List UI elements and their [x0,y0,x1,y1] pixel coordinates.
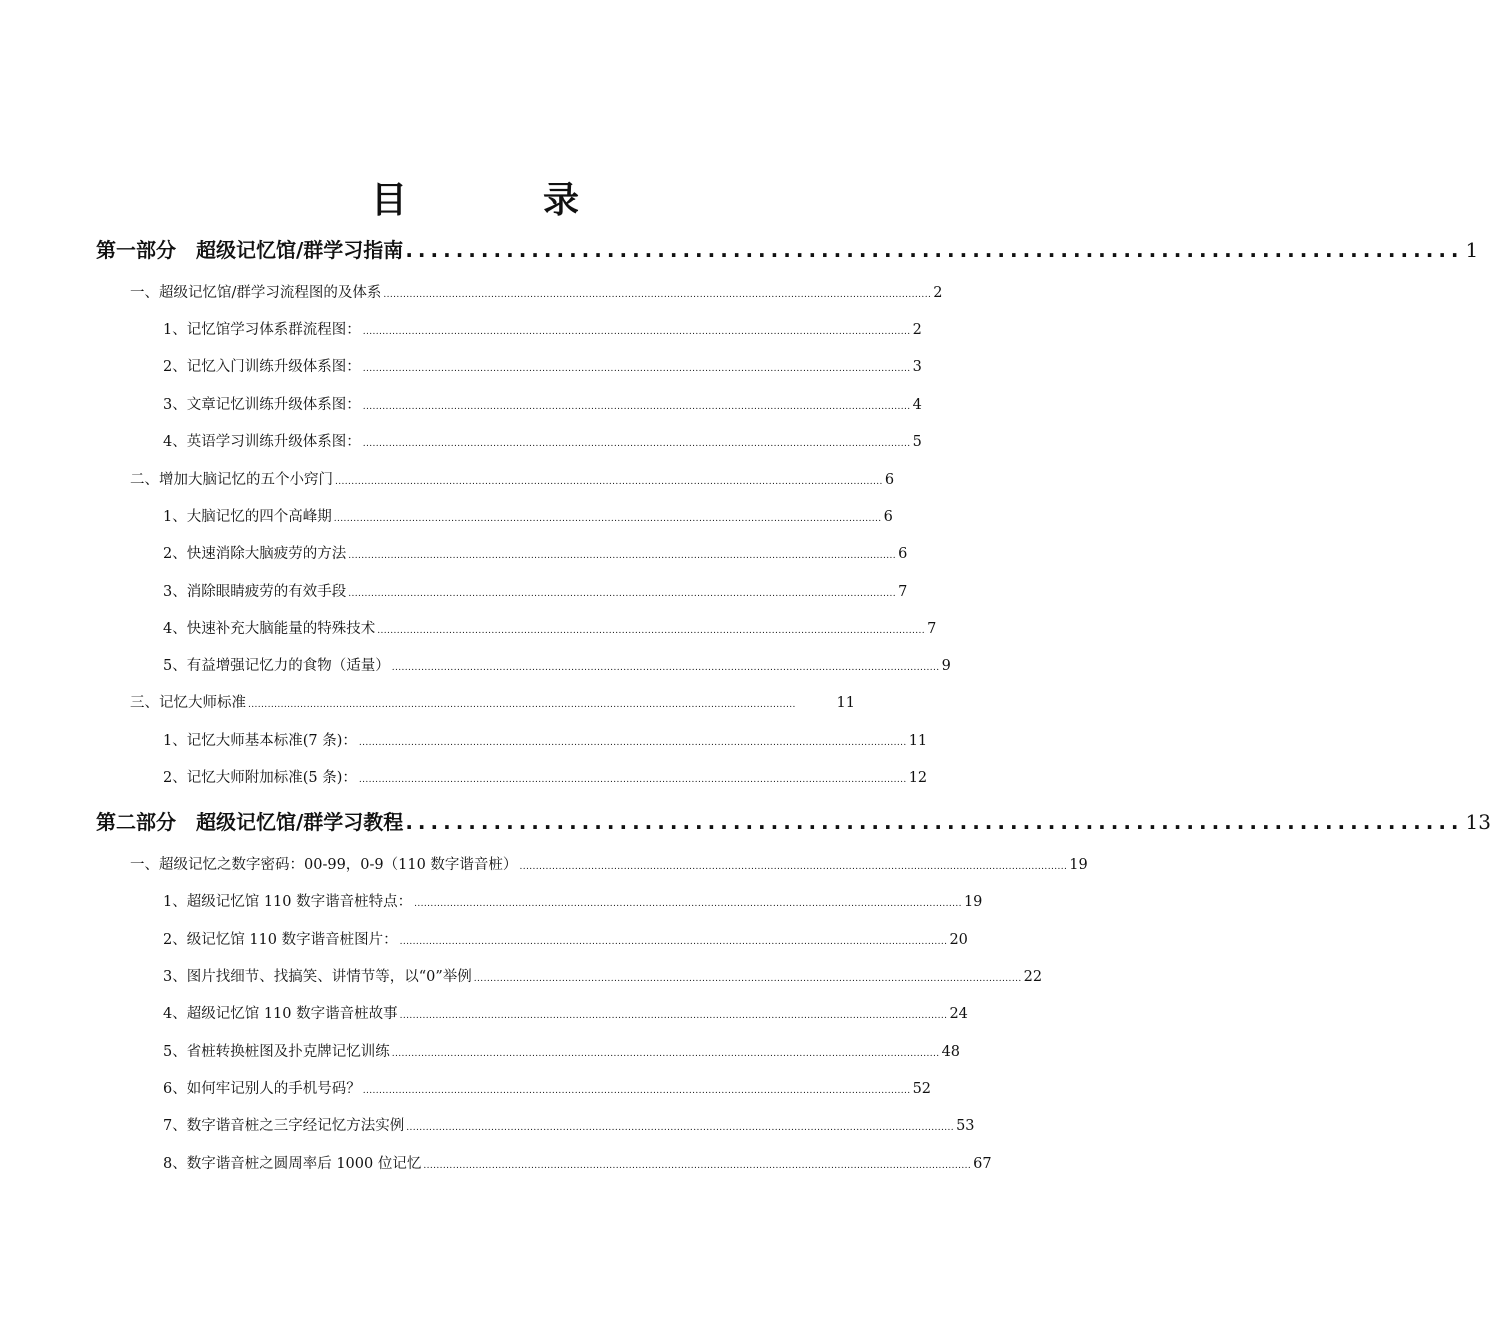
toc-page-number: 6 [883,509,893,525]
toc-subsection[interactable] [163,891,983,913]
dot-leader: ........................................................................................................................................................................ [362,327,911,337]
toc-entry-label: 二、增加大脑记忆的五个小窍门 [130,472,333,488]
toc-subsection[interactable] [163,543,908,565]
toc-entry-label: 7、数字谐音桩之三字经记忆方法实例 [163,1118,405,1134]
toc-subsection[interactable] [163,356,922,378]
dot-leader: ........................................................................................................................................................................ [362,439,911,449]
toc-entry-label: 一、超级记忆之数字密码：00-99，0-9（110 数字谐音桩） [130,857,518,873]
toc-subsection[interactable] [163,1115,975,1137]
dot-leader: ........................................................................................................................................................................ [358,775,907,785]
toc-entry-label: 4、快速补充大脑能量的特殊技术 [163,621,376,637]
toc-page-number: 12 [908,770,928,786]
toc-entry-label: 2、记忆大师附加标准(5 条)： [163,770,357,786]
toc-entry-label: 2、记忆入门训练升级体系图： [163,359,361,375]
toc-page-number: 7 [898,584,908,600]
toc-entry-label: 5、有益增强记忆力的食物（适量） [163,658,390,674]
toc-entry-label: 1、超级记忆馆 110 数字谐音桩特点： [163,894,413,910]
toc-entry-label: 3、文章记忆训练升级体系图： [163,397,361,413]
toc-entry-label: 6、如何牢记别人的手机号码？ [163,1081,361,1097]
dot-leader: ........................................................................................................................................................................ [519,862,1068,872]
toc-entry-label: 4、英语学习训练升级体系图： [163,434,361,450]
toc-entry-label: 3、图片找细节、找搞笑、讲情节等，以“0”举例 [163,969,472,985]
toc-subsection[interactable] [163,319,922,341]
dot-leader: .................................................................................... [405,238,1464,262]
toc-subsection[interactable] [163,966,1043,988]
toc-page-number: 13 [1465,810,1491,834]
toc-entry-label: 3、消除眼睛疲劳的有效手段 [163,584,347,600]
dot-leader: ........................................................................................................................................................................ [362,1086,911,1096]
toc-entry-label: 1、记忆馆学习体系群流程图： [163,322,361,338]
toc-section[interactable] [130,282,943,304]
toc-subsection[interactable] [163,1041,961,1063]
toc-subsection[interactable] [163,730,928,752]
dot-leader: ........................................................................................................................................................................ [399,1011,948,1021]
toc-entry-label: 第二部分 超级记忆馆/群学习教程 [96,810,404,834]
toc-page-number: 22 [1023,969,1043,985]
dot-leader: ........................................................................................................................................................................ [348,589,897,599]
dot-leader: ........................................................................................................................................................................ [348,551,897,561]
toc-subsection[interactable] [163,506,893,528]
dot-leader: ........................................................................................................................................................................ [383,290,932,300]
toc-subsection[interactable] [163,431,922,453]
toc-entry-label: 5、省桩转换桩图及扑克牌记忆训练 [163,1044,390,1060]
toc-page-number: 53 [956,1118,975,1134]
toc-page-number: 48 [941,1044,961,1060]
toc-entry-label: 1、记忆大师基本标准(7 条)： [163,733,357,749]
toc-entry-label: 第一部分 超级记忆馆/群学习指南 [96,238,404,262]
dot-leader: ........................................................................................................................................................................ [391,663,940,673]
toc-page-number: 52 [912,1081,932,1097]
dot-leader: ........................................................................................................................................................................ [414,899,962,909]
toc-page-number: 11 [908,733,928,749]
toc-page-number: 5 [912,434,922,450]
toc-entry-label: 2、级记忆馆 110 数字谐音桩图片： [163,932,398,948]
dot-leader: ........................................................................................................................................................................ [358,738,907,748]
dot-leader: ........................................................................................................................................................................ [423,1161,972,1171]
toc-part-2[interactable] [96,808,1491,836]
toc-entry-label: 一、超级记忆馆/群学习流程图的及体系 [130,285,382,301]
dot-leader: ........................................................................................................................................................................ [391,1049,940,1059]
toc-page-number: 19 [1069,857,1088,873]
page-title: 目 录 [370,180,629,221]
toc-page-number: 4 [912,397,922,413]
toc-subsection[interactable] [163,1003,968,1025]
toc-page-number: 19 [963,894,983,910]
toc-section[interactable] [130,469,895,491]
toc-page-number: 6 [898,546,908,562]
toc-page-number: 9 [941,658,951,674]
toc-subsection[interactable] [163,1078,932,1100]
dot-leader: ........................................................................................................................................................................ [406,1123,955,1133]
dot-leader: ........................................................................................................................................................................ [335,477,883,487]
toc-part-1[interactable] [96,236,1479,264]
toc-page-number: 2 [933,285,943,301]
dot-leader: ........................................................................................................................................................................ [333,514,882,524]
dot-leader: ........................................................................................................................................................................ [473,974,1022,984]
dot-leader: ........................................................................................................................................................................ [362,364,911,374]
toc-entry-label: 8、数字谐音桩之圆周率后 1000 位记忆 [163,1156,422,1172]
toc-subsection[interactable] [163,1153,992,1175]
toc-section[interactable] [130,692,855,714]
toc-entry-label: 2、快速消除大脑疲劳的方法 [163,546,347,562]
toc-section[interactable] [130,854,1088,876]
toc-subsection[interactable] [163,929,968,951]
toc-page-number: 24 [949,1006,968,1022]
toc-subsection[interactable] [163,581,908,603]
toc-page-number: 7 [927,621,937,637]
toc-page-number: 6 [884,472,895,488]
toc-subsection[interactable] [163,618,937,640]
dot-leader: .................................................................................... [405,810,1464,834]
dot-leader: ........................................................................................................................................................................ [377,626,926,636]
dot-leader: ........................................................................................................................................................................ [362,402,911,412]
toc-entry-label: 4、超级记忆馆 110 数字谐音桩故事 [163,1006,398,1022]
toc-page-number: 1 [1465,238,1479,262]
dot-leader: ........................................................................................................................................................................ [248,700,796,710]
toc-subsection[interactable] [163,655,951,677]
toc-page-number: 3 [912,359,922,375]
toc-entry-label: 1、大脑记忆的四个高峰期 [163,509,332,525]
toc-page-number: 67 [973,1156,992,1172]
dot-leader: ........................................................................................................................................................................ [399,937,948,947]
toc-page-number: 20 [949,932,968,948]
toc-subsection[interactable] [163,767,928,789]
toc-subsection[interactable] [163,394,922,416]
toc-entry-label: 三、记忆大师标准 [130,695,246,711]
toc-page-number: 11 [836,695,855,711]
toc-page-number: 2 [912,322,922,338]
